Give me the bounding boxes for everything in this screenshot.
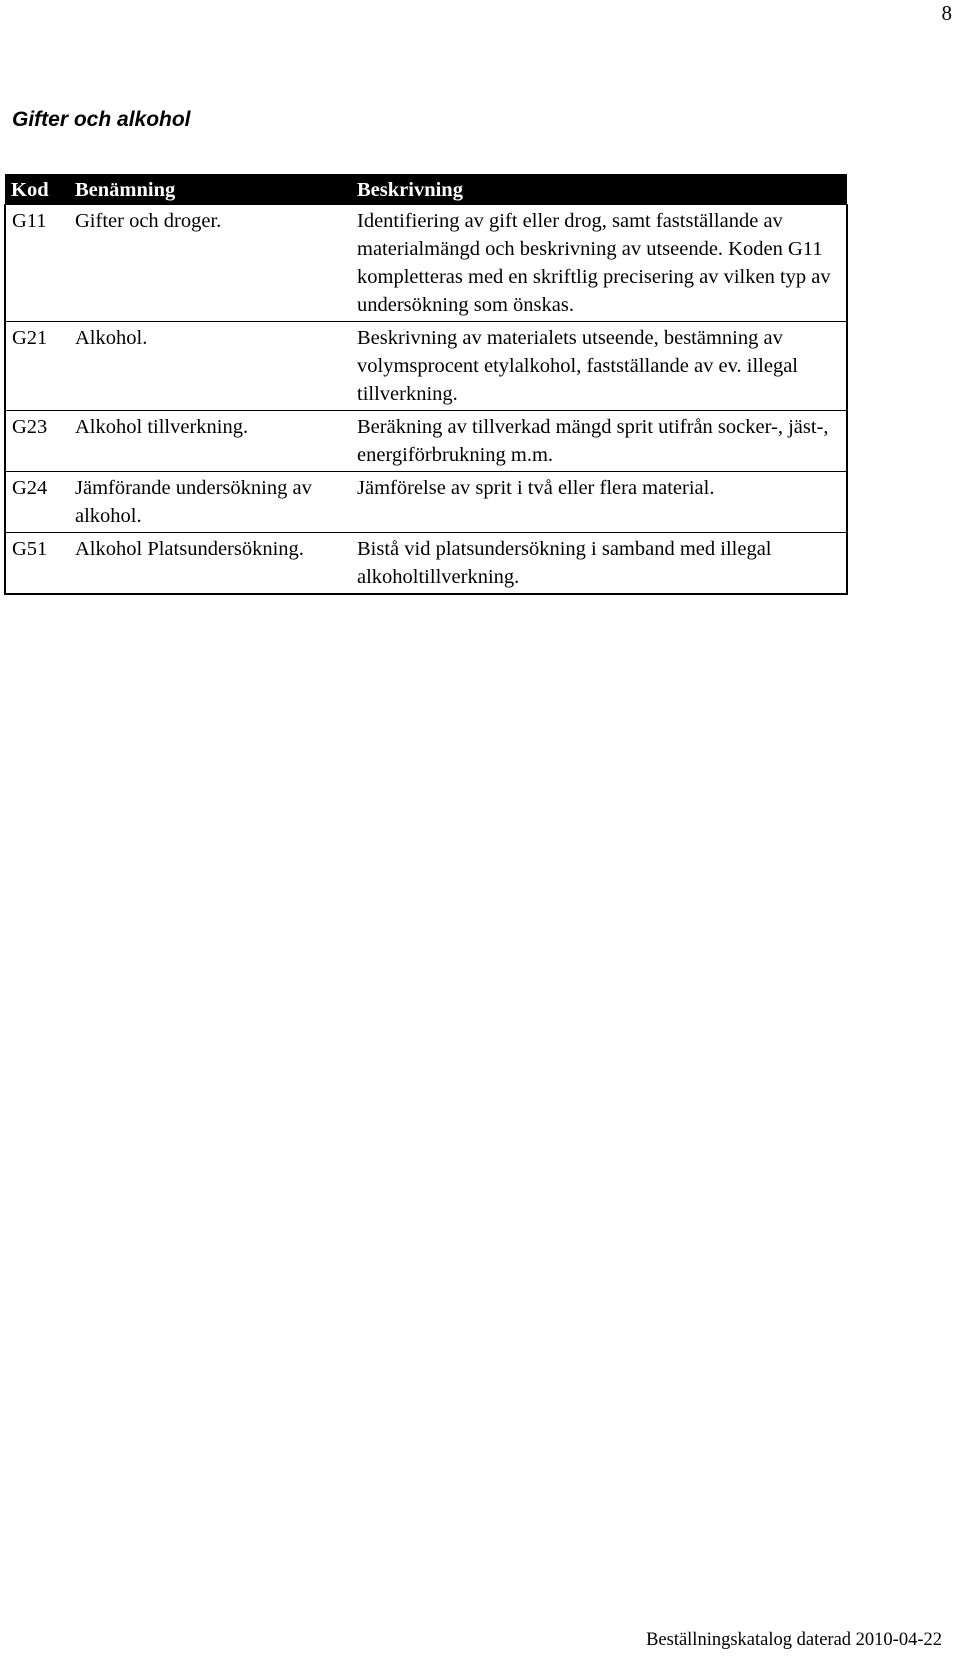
- footer-catalog-date: Beställningskatalog daterad 2010-04-22: [646, 1630, 942, 1650]
- cell-beskrivning: Identifiering av gift eller drog, samt fastställande av materialmängd och beskrivning av utseende. Koden G11 kompletteras med en skriftlig precisering av vilken typ av undersökning som önskas.: [351, 205, 847, 322]
- table-row: [5, 533, 847, 595]
- header-benamning: Benämning: [69, 174, 351, 205]
- table-row: [5, 411, 847, 472]
- header-beskrivning: Beskrivning: [351, 174, 847, 205]
- header-kod: Kod: [5, 174, 69, 205]
- section-title: Gifter och alkohol: [12, 108, 191, 131]
- table-header-row: [5, 174, 847, 205]
- cell-kod: G24: [5, 472, 69, 533]
- cell-beskrivning: Jämförelse av sprit i två eller flera material.: [351, 472, 847, 533]
- table-row: [5, 205, 847, 322]
- cell-beskrivning: Beskrivning av materialets utseende, bestämning av volymsprocent etylalkohol, fastställande av ev. illegal tillverkning.: [351, 322, 847, 411]
- cell-beskrivning: Bistå vid platsundersökning i samband med illegal alkoholtillverkning.: [351, 533, 847, 595]
- cell-benamning: Jämförande undersökning av alkohol.: [69, 472, 351, 533]
- table-row: [5, 322, 847, 411]
- catalog-table: [4, 174, 848, 595]
- cell-kod: G51: [5, 533, 69, 595]
- cell-benamning: Gifter och droger.: [69, 205, 351, 322]
- cell-benamning: Alkohol.: [69, 322, 351, 411]
- cell-benamning: Alkohol tillverkning.: [69, 411, 351, 472]
- cell-kod: G11: [5, 205, 69, 322]
- table-row: [5, 472, 847, 533]
- cell-beskrivning: Beräkning av tillverkad mängd sprit utifrån socker-, jäst-, energiförbrukning m.m.: [351, 411, 847, 472]
- cell-kod: G21: [5, 322, 69, 411]
- cell-kod: G23: [5, 411, 69, 472]
- cell-benamning: Alkohol Platsundersökning.: [69, 533, 351, 595]
- page-number: 8: [941, 1, 952, 25]
